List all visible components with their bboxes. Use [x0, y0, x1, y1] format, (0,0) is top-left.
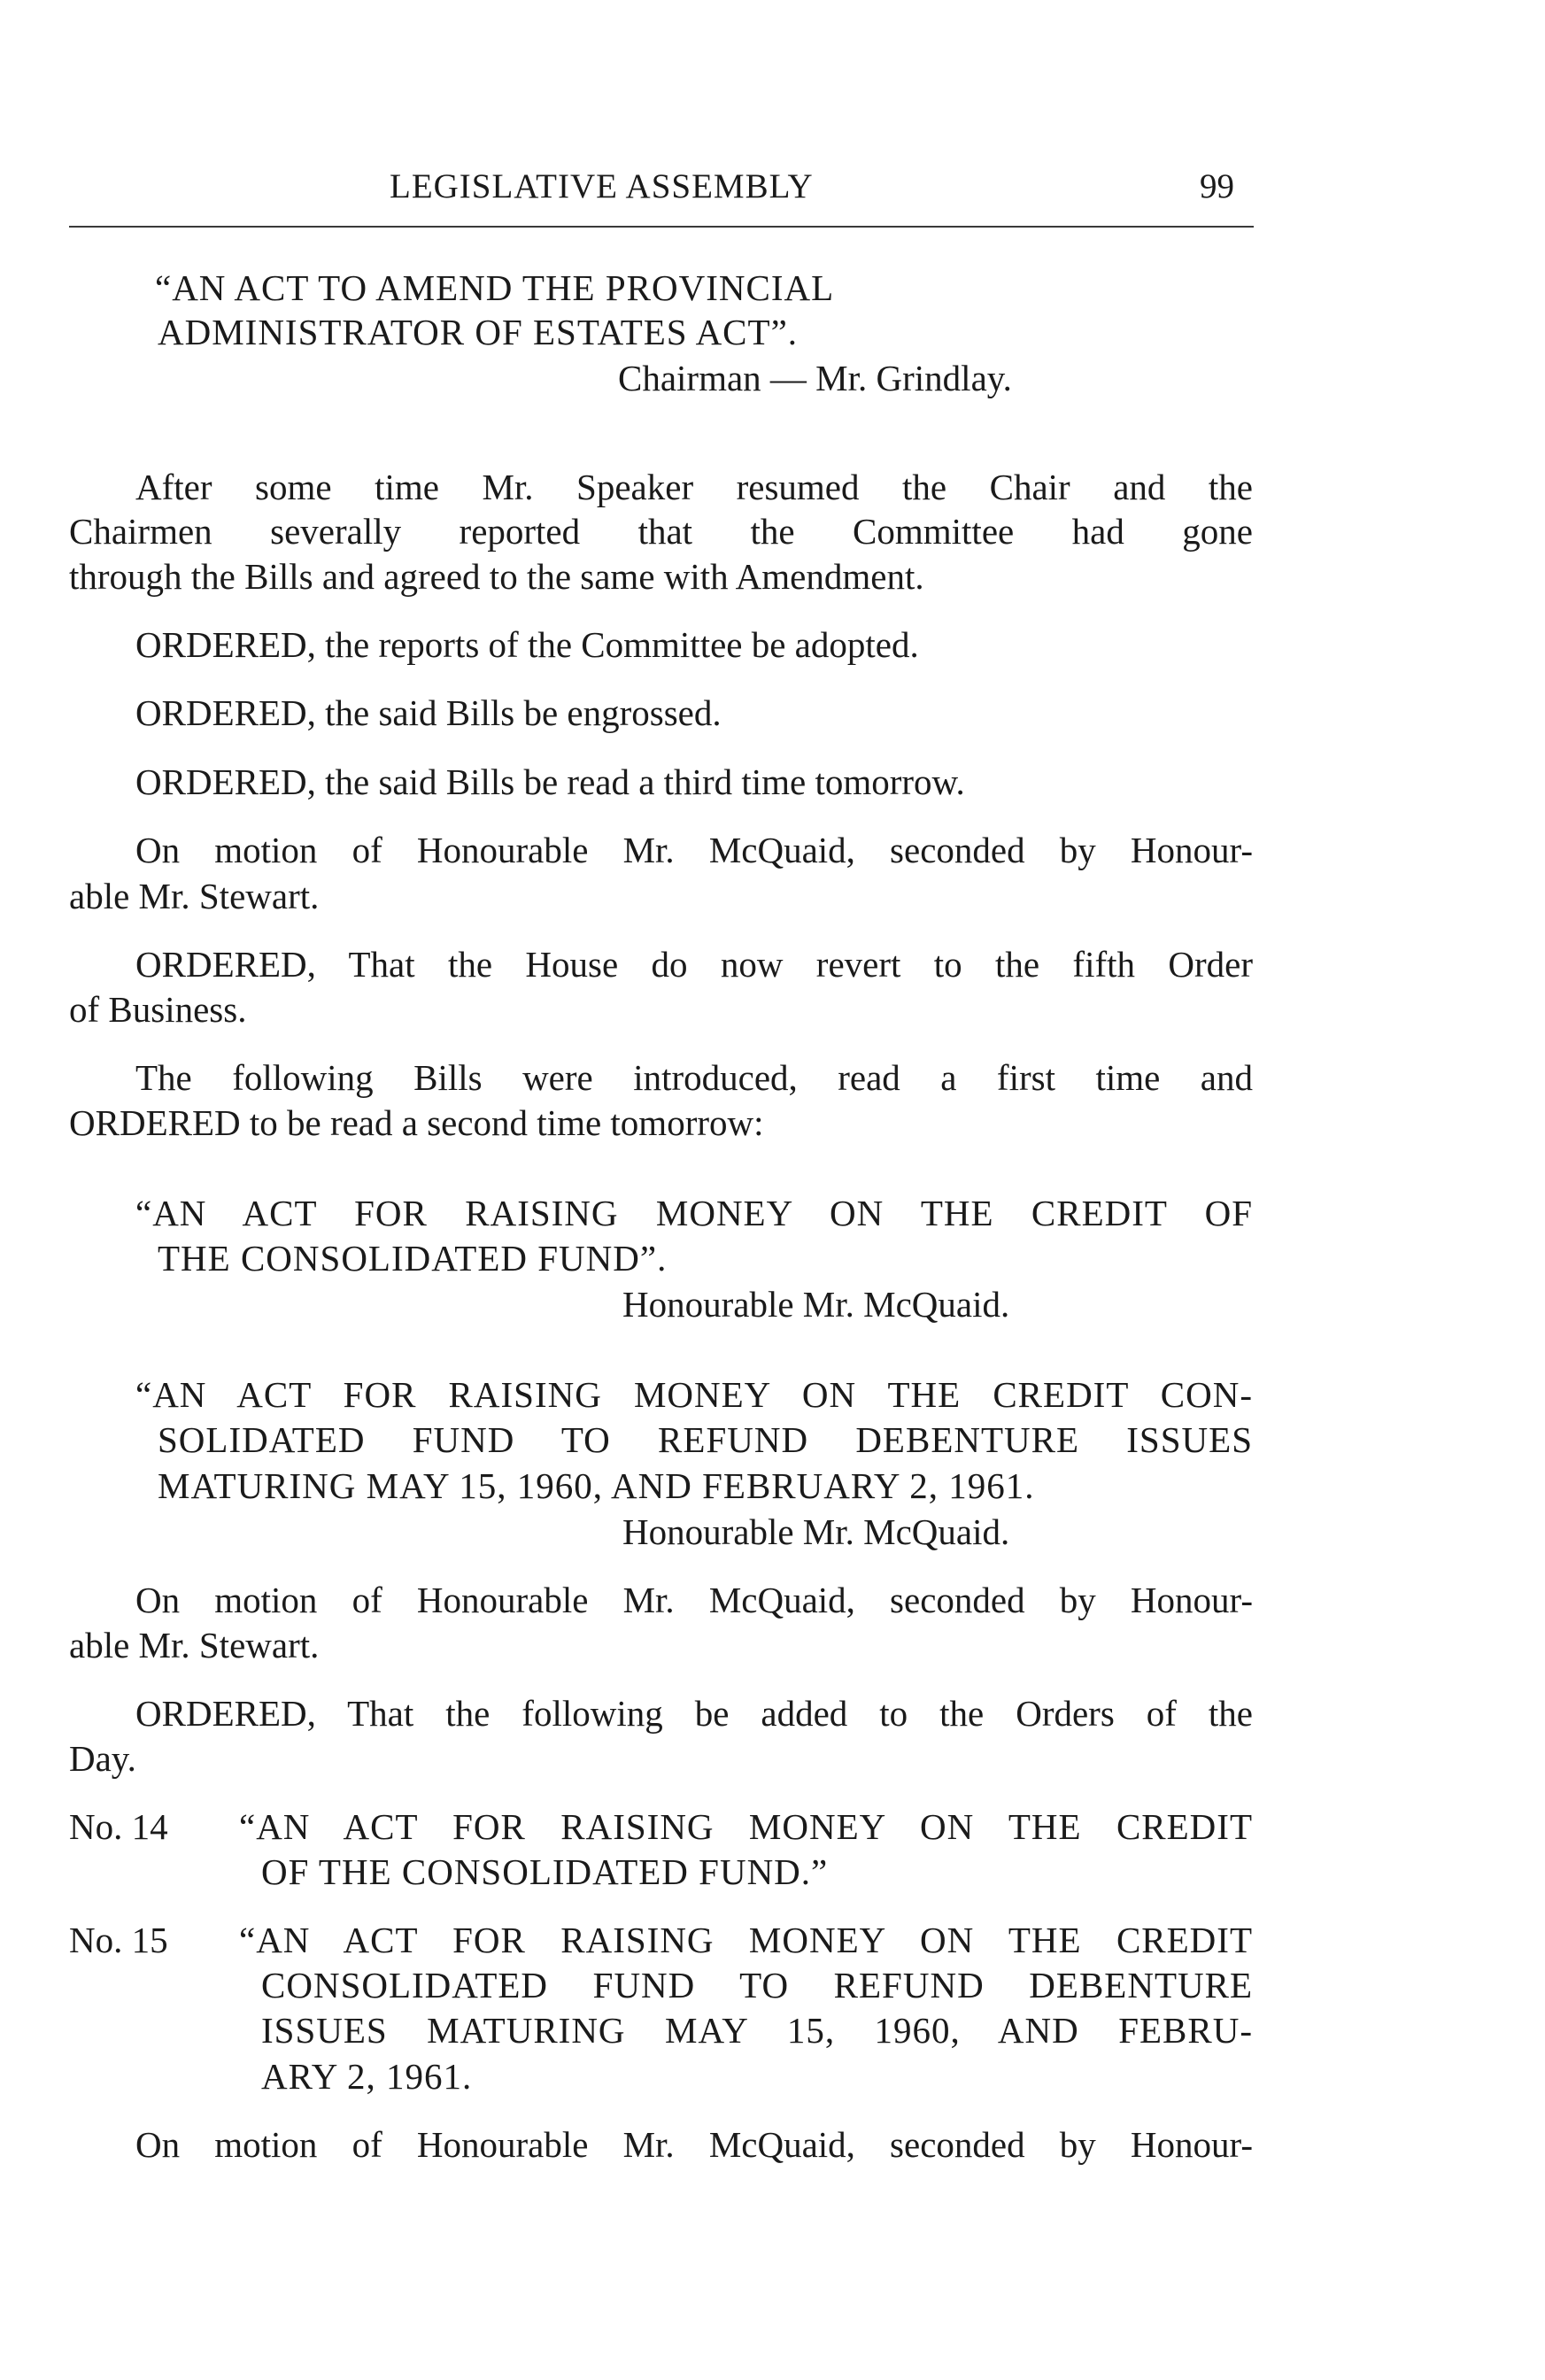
committee-bill-title-line-1: “AN ACT TO AMEND THE PROVINCIAL	[155, 267, 835, 308]
bill-15-line-4: ARY 2, 1961.	[261, 2056, 473, 2097]
header-rule	[69, 226, 1254, 228]
bill-a-sponsor: Honourable Mr. McQuaid.	[622, 1284, 1010, 1325]
committee-bill-title-line-2: ADMINISTRATOR OF ESTATES ACT”.	[158, 312, 799, 352]
report-line-1: After some time Mr. Speaker resumed the Chair and the	[135, 467, 1253, 507]
introduced-line-2: ORDERED to be read a second time tomorrow:	[69, 1102, 764, 1143]
order-third-reading: ORDERED, the said Bills be read a third time tomorrow.	[135, 761, 965, 802]
revert-order-line-1: ORDERED, That the House do now revert to the fifth Order	[135, 944, 1253, 985]
motion-2-line-2: able Mr. Stewart.	[69, 1625, 320, 1665]
bill-b-sponsor: Honourable Mr. McQuaid.	[622, 1511, 1010, 1552]
order-bills-engrossed: ORDERED, the said Bills be engrossed.	[135, 692, 722, 733]
bill-15-line-3: ISSUES MATURING MAY 15, 1960, AND FEBRU-	[261, 2010, 1253, 2051]
motion-2-line-1: On motion of Honourable Mr. McQuaid, seconded by Honour-	[135, 1580, 1253, 1620]
report-line-3: through the Bills and agreed to the same with Amendment.	[69, 556, 924, 597]
page-number: 99	[1200, 167, 1234, 205]
bill-a-line-1: “AN ACT FOR RAISING MONEY ON THE CREDIT OF	[135, 1193, 1253, 1233]
motion-1-line-2: able Mr. Stewart.	[69, 876, 320, 916]
bill-14-line-2: OF THE CONSOLIDATED FUND.”	[261, 1851, 829, 1892]
orders-of-day-line-1: ORDERED, That the following be added to the Orders of the	[135, 1693, 1253, 1734]
committee-chairman: Chairman — Mr. Grindlay.	[618, 358, 1012, 398]
bill-a-line-2: THE CONSOLIDATED FUND”.	[158, 1238, 668, 1279]
revert-order-line-2: of Business.	[69, 989, 247, 1030]
bill-b-line-2: SOLIDATED FUND TO REFUND DEBENTURE ISSUES	[158, 1419, 1253, 1460]
motion-1-line-1: On motion of Honourable Mr. McQuaid, seconded by Honour-	[135, 830, 1253, 870]
order-reports-adopted: ORDERED, the reports of the Committee be adopted.	[135, 624, 919, 665]
bill-b-line-1: “AN ACT FOR RAISING MONEY ON THE CREDIT CON-	[135, 1374, 1253, 1415]
bill-15-line-2: CONSOLIDATED FUND TO REFUND DEBENTURE	[261, 1965, 1253, 2005]
bill-15-line-1: “AN ACT FOR RAISING MONEY ON THE CREDIT	[239, 1920, 1253, 1960]
report-line-2: Chairmen severally reported that the Committee had gone	[69, 511, 1253, 552]
orders-of-day-line-2: Day.	[69, 1738, 136, 1779]
bill-14-line-1: “AN ACT FOR RAISING MONEY ON THE CREDIT	[239, 1806, 1253, 1847]
motion-3-line-1: On motion of Honourable Mr. McQuaid, seconded by Honour-	[135, 2124, 1253, 2165]
running-header-title: LEGISLATIVE ASSEMBLY	[390, 167, 814, 205]
bill-b-line-3: MATURING MAY 15, 1960, AND FEBRUARY 2, 1961.	[158, 1465, 1035, 1506]
bill-number-15: No. 15	[69, 1920, 168, 1960]
bill-number-14: No. 14	[69, 1806, 168, 1847]
introduced-line-1: The following Bills were introduced, read a first time and	[135, 1057, 1253, 1098]
